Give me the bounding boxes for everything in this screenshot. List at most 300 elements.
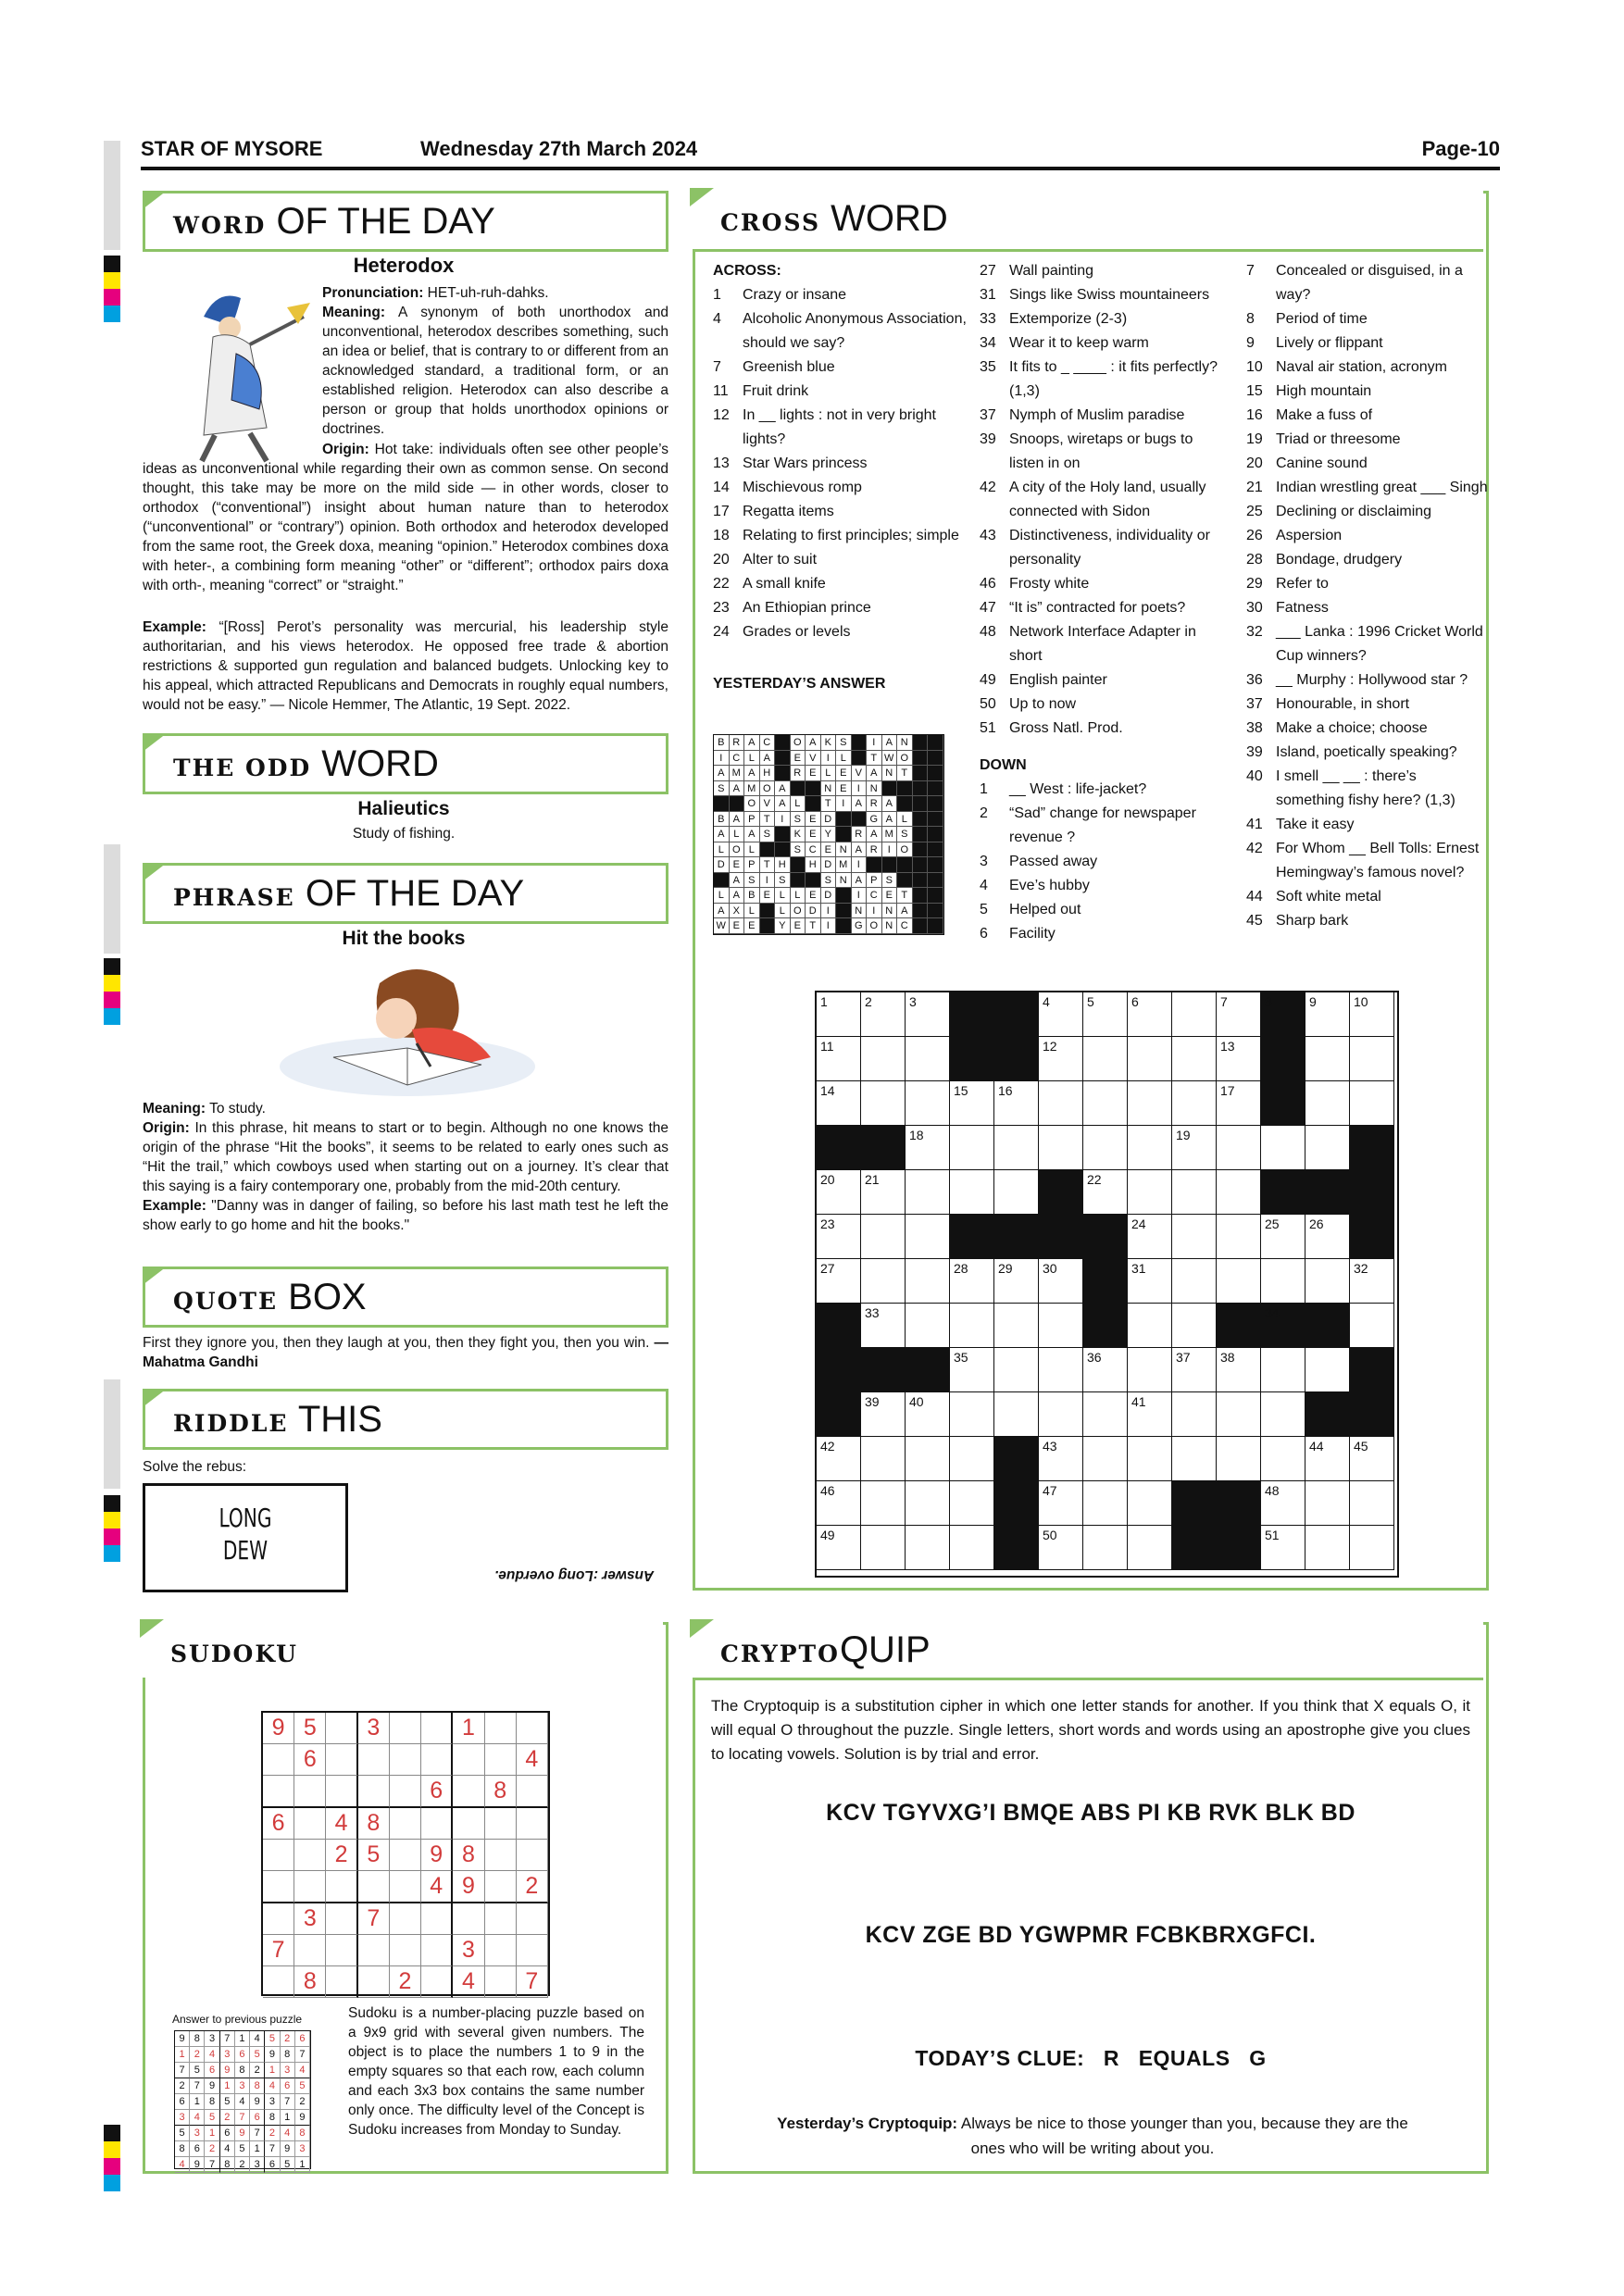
answer-cell [913, 812, 929, 828]
crossword-cell[interactable]: 18 [906, 1126, 950, 1170]
crossword-cell[interactable]: 26 [1305, 1215, 1350, 1259]
crossword-cell[interactable] [1261, 1437, 1305, 1481]
answer-cell [928, 781, 943, 797]
sudoku-cell: 5 [294, 1713, 326, 1744]
sudoku-cell[interactable] [326, 1744, 357, 1776]
crossword-cell[interactable]: 23 [817, 1215, 861, 1259]
answer-cell: D [821, 888, 837, 904]
crossword-clue: 16 Make a fuss of [1246, 407, 1373, 423]
sudoku-answer-cell: 2 [295, 2094, 310, 2110]
crossword-cell[interactable] [1083, 1437, 1128, 1481]
crossword-cell[interactable]: 19 [1172, 1126, 1217, 1170]
crossword-cell[interactable] [906, 1437, 950, 1481]
sudoku-cell: 2 [326, 1840, 357, 1871]
phrase-of-day-term: Hit the books [342, 928, 466, 949]
crossword-cell[interactable] [950, 1170, 994, 1215]
answer-cell [897, 873, 913, 889]
sudoku-cell[interactable] [263, 1966, 294, 1998]
crossword-cell[interactable] [906, 1037, 950, 1081]
crossword-cell[interactable] [950, 1392, 994, 1437]
crossword-cell[interactable] [1172, 1170, 1217, 1215]
crossword-clue: 48 Network Interface Adapter in short [980, 624, 1196, 664]
sudoku-answer-cell: 4 [175, 2157, 190, 2173]
crossword-cell[interactable]: 14 [817, 1081, 861, 1126]
answer-cell: A [730, 873, 745, 889]
crossword-cell[interactable] [1261, 1259, 1305, 1304]
crossword-cell[interactable] [1172, 1081, 1217, 1126]
sudoku-cell[interactable] [294, 1808, 326, 1840]
crossword-cell: 8 [1261, 992, 1305, 1037]
crossword-cell[interactable]: 25 [1261, 1215, 1305, 1259]
crossword-cell[interactable]: 43 [1039, 1437, 1083, 1481]
answer-cell: E [730, 918, 745, 934]
crossword-cell[interactable] [861, 1437, 906, 1481]
answer-cell: L [744, 904, 760, 919]
crossword-cell [1217, 1526, 1261, 1570]
odd-word-term: Halieutics [357, 798, 450, 819]
sudoku-cell[interactable] [453, 1744, 484, 1776]
crossword-cell[interactable] [861, 1215, 906, 1259]
crossword-cell[interactable]: 2 [861, 992, 906, 1037]
crossword-cell[interactable] [950, 1481, 994, 1526]
crossword-cell [994, 1481, 1039, 1526]
answer-cell: I [867, 904, 882, 919]
crossword-cell[interactable]: 24 [1128, 1215, 1172, 1259]
crossword-cell[interactable] [906, 1081, 950, 1126]
sudoku-cell[interactable] [326, 1935, 357, 1966]
crossword-clue: 22 A small knife [713, 576, 826, 592]
crossword-cell[interactable]: 41 [1128, 1392, 1172, 1437]
crossword-cell[interactable] [1083, 1037, 1128, 1081]
registration-marks [104, 2125, 120, 2191]
answer-cell [791, 857, 806, 873]
crossword-cell[interactable]: 51 [1261, 1526, 1305, 1570]
sudoku-cell[interactable] [358, 1935, 390, 1966]
answer-cell [913, 796, 929, 812]
crossword-cell[interactable] [906, 1304, 950, 1348]
crossword-cell[interactable] [1083, 1481, 1128, 1526]
riddle-answer: Answer :Long overdue. [494, 1567, 655, 1583]
sudoku-cell[interactable] [421, 1935, 453, 1966]
crossword-cell[interactable] [1261, 1348, 1305, 1392]
sudoku-cell[interactable] [263, 1903, 294, 1935]
crossword-cell[interactable] [1172, 1037, 1217, 1081]
sudoku-cell[interactable] [485, 1808, 517, 1840]
sudoku-cell[interactable] [263, 1744, 294, 1776]
sudoku-cell[interactable] [421, 1808, 453, 1840]
crossword-cell [1083, 1304, 1128, 1348]
answer-cell: S [791, 842, 806, 858]
crossword-clue: 5 Helped out [980, 902, 1081, 917]
crossword-cell[interactable] [1350, 1481, 1394, 1526]
crossword-cell[interactable]: 4 [1039, 992, 1083, 1037]
crossword-cell[interactable] [1172, 1259, 1217, 1304]
sudoku-cell[interactable] [453, 1903, 484, 1935]
answer-cell: H [760, 766, 776, 781]
answer-cell [913, 751, 929, 767]
answer-cell: P [744, 812, 760, 828]
crossword-cell[interactable]: 9 [1305, 992, 1350, 1037]
sudoku-cell[interactable] [390, 1871, 421, 1903]
answer-cell [836, 812, 852, 828]
sudoku-grid[interactable] [261, 1711, 550, 1996]
crossword-cell[interactable]: 46 [817, 1481, 861, 1526]
sudoku-cell[interactable] [390, 1713, 421, 1744]
crossword-clue: 19 Triad or threesome [1246, 431, 1401, 447]
crossword-cell[interactable] [1261, 1392, 1305, 1437]
sudoku-cell[interactable] [326, 1776, 357, 1808]
crossword-cell[interactable]: 29 [994, 1259, 1039, 1304]
answer-cell: S [760, 827, 776, 842]
crossword-cell[interactable] [1172, 1437, 1217, 1481]
crossword-cell[interactable] [1083, 1081, 1128, 1126]
sudoku-cell[interactable] [453, 1808, 484, 1840]
sudoku-cell[interactable] [485, 1713, 517, 1744]
crossword-cell[interactable]: 5 [1083, 992, 1128, 1037]
answer-cell: O [897, 842, 913, 858]
crossword-cell[interactable]: 35 [950, 1348, 994, 1392]
crossword-cell[interactable] [861, 1259, 906, 1304]
sudoku-cell[interactable] [517, 1903, 548, 1935]
sudoku-cell[interactable] [517, 1840, 548, 1871]
crossword-cell [950, 1037, 994, 1081]
crossword-cell[interactable] [1305, 1081, 1350, 1126]
answer-cell: A [730, 812, 745, 828]
sudoku-cell[interactable] [294, 1871, 326, 1903]
crossword-cell [1350, 1170, 1394, 1215]
crossword-cell[interactable] [1217, 1215, 1261, 1259]
answer-cell [775, 842, 791, 858]
crossword-cell[interactable]: 20 [817, 1170, 861, 1215]
crossword-cell[interactable] [1172, 1304, 1217, 1348]
crossword-clue: 4 Eve’s hubby [980, 878, 1090, 893]
crossword-cell[interactable] [906, 1215, 950, 1259]
answer-cell [806, 873, 821, 889]
answer-cell [760, 904, 776, 919]
sudoku-answer-cell: 1 [205, 2126, 219, 2141]
crossword-cell[interactable] [1261, 1126, 1305, 1170]
crossword-cell [1261, 1170, 1305, 1215]
sudoku-cell[interactable] [421, 1713, 453, 1744]
answer-cell [913, 857, 929, 873]
sudoku-cell[interactable] [326, 1871, 357, 1903]
sudoku-cell[interactable] [390, 1903, 421, 1935]
crossword-clue: 39 Snoops, wiretaps or bugs to listen in on [980, 431, 1193, 471]
crossword-cell[interactable] [1350, 1037, 1394, 1081]
sudoku-answer-cell: 7 [220, 2031, 235, 2047]
crossword-cell[interactable] [1039, 1392, 1083, 1437]
answer-cell: W [714, 918, 730, 934]
answer-cell: G [852, 918, 868, 934]
crossword-cell[interactable] [1128, 1526, 1172, 1570]
crossword-cell[interactable]: 22 [1083, 1170, 1128, 1215]
crossword-cell[interactable] [950, 1526, 994, 1570]
sudoku-cell[interactable] [517, 1935, 548, 1966]
crossword-cell[interactable]: 13 [1217, 1037, 1261, 1081]
crossword-cell[interactable] [906, 1526, 950, 1570]
crossword-cell[interactable]: 7 [1217, 992, 1261, 1037]
crossword-cell[interactable] [861, 1481, 906, 1526]
sudoku-cell[interactable] [390, 1776, 421, 1808]
sudoku-cell[interactable] [390, 1840, 421, 1871]
sudoku-cell[interactable] [326, 1966, 357, 1998]
sudoku-cell[interactable] [421, 1744, 453, 1776]
crossword-cell[interactable]: 6 [1128, 992, 1172, 1037]
crossword-cell[interactable] [1128, 1437, 1172, 1481]
answer-cell [913, 735, 929, 751]
crossword-clue: 20 Canine sound [1246, 455, 1368, 471]
sudoku-answer-cell: 1 [295, 2157, 310, 2173]
crossword-cell[interactable]: 12 [1039, 1037, 1083, 1081]
answer-cell: O [867, 918, 882, 934]
sudoku-cell: 9 [453, 1871, 484, 1903]
crossword-cell[interactable]: 36 [1083, 1348, 1128, 1392]
crossword-cell[interactable] [1128, 1170, 1172, 1215]
sudoku-answer-cell: 9 [190, 2157, 205, 2173]
answer-cell [775, 766, 791, 781]
sudoku-answer-cell: 8 [281, 2047, 295, 2063]
sudoku-cell[interactable] [326, 1903, 357, 1935]
crossword-cell[interactable] [994, 1170, 1039, 1215]
answer-cell: E [806, 766, 821, 781]
crossword-clue: 21 Indian wrestling great ___ Singh [1246, 480, 1488, 495]
crossword-cell[interactable] [1350, 1526, 1394, 1570]
answer-cell [852, 751, 868, 767]
sudoku-cell[interactable] [390, 1744, 421, 1776]
crossword-cell[interactable]: 47 [1039, 1481, 1083, 1526]
crossword-cell[interactable] [1350, 1081, 1394, 1126]
crossword-cell[interactable] [1305, 1526, 1350, 1570]
registration-bar [104, 844, 120, 954]
registration-marks [104, 1495, 120, 1562]
sudoku-cell[interactable] [517, 1776, 548, 1808]
answer-cell: H [775, 857, 791, 873]
sudoku-cell[interactable] [263, 1840, 294, 1871]
crossword-cell[interactable] [1217, 1437, 1261, 1481]
word-of-day-term: Heterodox [353, 254, 455, 277]
sudoku-answer-cell: 8 [235, 2063, 250, 2078]
sudoku-cell[interactable] [390, 1808, 421, 1840]
crossword-clue: 30 Fatness [1246, 600, 1329, 616]
sudoku-cell[interactable] [358, 1776, 390, 1808]
crossword-cell[interactable] [906, 1170, 950, 1215]
sudoku-cell[interactable] [517, 1713, 548, 1744]
crossword-cell [950, 1215, 994, 1259]
answer-cell [928, 857, 943, 873]
cryptoquip-clue: TODAY’S CLUE: R EQUALS G [915, 2046, 1267, 2070]
crossword-cell[interactable]: 28 [950, 1259, 994, 1304]
answer-cell: E [791, 918, 806, 934]
answer-cell: I [821, 918, 837, 934]
answer-cell: C [867, 888, 882, 904]
crossword-cell [1305, 1304, 1350, 1348]
sudoku-cell[interactable] [263, 1776, 294, 1808]
crossword-cell[interactable] [1217, 1392, 1261, 1437]
answer-cell: Y [775, 918, 791, 934]
crossword-cell[interactable]: 38 [1217, 1348, 1261, 1392]
sudoku-cell[interactable] [421, 1966, 453, 1998]
crossword-cell[interactable]: 17 [1217, 1081, 1261, 1126]
crossword-cell[interactable] [861, 1037, 906, 1081]
crossword-cell[interactable] [950, 1437, 994, 1481]
sudoku-cell[interactable] [517, 1808, 548, 1840]
answer-cell: T [760, 857, 776, 873]
crossword-clue: 14 Mischievous romp [713, 480, 862, 495]
crossword-cell[interactable]: 32 [1350, 1259, 1394, 1304]
sudoku-answer-cell: 5 [190, 2063, 205, 2078]
crossword-cell[interactable]: 50 [1039, 1526, 1083, 1570]
crossword-cell[interactable] [1128, 1081, 1172, 1126]
crossword-cell[interactable]: 30 [1039, 1259, 1083, 1304]
answer-cell: K [791, 827, 806, 842]
sudoku-cell[interactable] [485, 1840, 517, 1871]
crossword-cell[interactable]: 3 [906, 992, 950, 1037]
crossword-cell [994, 1215, 1039, 1259]
crossword-clue: 26 Aspersion [1246, 528, 1343, 543]
crossword-cell[interactable] [861, 1526, 906, 1570]
crossword-cell[interactable] [906, 1259, 950, 1304]
sudoku-answer-cell: 9 [250, 2094, 265, 2110]
crossword-clue: 23 An Ethiopian prince [713, 600, 871, 616]
crossword-cell[interactable] [994, 1304, 1039, 1348]
crossword-cell[interactable]: 21 [861, 1170, 906, 1215]
answer-cell [806, 781, 821, 797]
riddle-title: RIDDLE THIS [143, 1389, 668, 1450]
crossword-cell [1039, 1170, 1083, 1215]
sudoku-cell: 8 [485, 1776, 517, 1808]
crossword-cell[interactable] [1039, 1304, 1083, 1348]
crossword-cell[interactable] [1128, 1126, 1172, 1170]
sudoku-cell[interactable] [358, 1871, 390, 1903]
crossword-cell[interactable] [1217, 1259, 1261, 1304]
sudoku-answer-cell: 6 [220, 2126, 235, 2141]
crossword-cell[interactable] [1172, 1215, 1217, 1259]
answer-cell: A [806, 735, 821, 751]
crossword-cell[interactable] [906, 1481, 950, 1526]
sudoku-cell[interactable] [453, 1776, 484, 1808]
crossword-cell[interactable]: 16 [994, 1081, 1039, 1126]
crossword-cell[interactable] [994, 1348, 1039, 1392]
crossword-cell [994, 1437, 1039, 1481]
crossword-cell[interactable] [1128, 1481, 1172, 1526]
crossword-cell[interactable] [1083, 1392, 1128, 1437]
crossword-cell[interactable] [1350, 1304, 1394, 1348]
answer-cell: D [806, 904, 821, 919]
odd-word-title: THE ODD WORD [143, 733, 668, 794]
sudoku-cell[interactable] [485, 1744, 517, 1776]
crossword-cell[interactable] [1305, 1126, 1350, 1170]
crossword-cell [1350, 1215, 1394, 1259]
crossword-cell[interactable] [1172, 992, 1217, 1037]
sudoku-cell[interactable] [294, 1935, 326, 1966]
crossword-cell[interactable]: 31 [1128, 1259, 1172, 1304]
crossword-cell[interactable] [1217, 1170, 1261, 1215]
crossword-cell[interactable] [861, 1081, 906, 1126]
sudoku-cell[interactable] [485, 1966, 517, 1998]
crossword-cell[interactable]: 39 [861, 1392, 906, 1437]
crossword-cell[interactable]: 1 [817, 992, 861, 1037]
crossword-cell[interactable] [1172, 1392, 1217, 1437]
sudoku-cell[interactable] [294, 1840, 326, 1871]
sudoku-cell[interactable] [485, 1935, 517, 1966]
sudoku-answer-cell: 4 [220, 2141, 235, 2157]
crossword-cell[interactable] [1128, 1037, 1172, 1081]
crossword-cell[interactable] [1039, 1348, 1083, 1392]
sudoku-cell[interactable] [358, 1744, 390, 1776]
crossword-cell [1083, 1215, 1128, 1259]
crossword-cell[interactable]: 11 [817, 1037, 861, 1081]
answer-cell: L [836, 751, 852, 767]
sudoku-cell[interactable] [358, 1966, 390, 1998]
crossword-cell[interactable] [1305, 1037, 1350, 1081]
crossword-cell[interactable] [1083, 1526, 1128, 1570]
answer-cell: N [897, 735, 913, 751]
sudoku-cell[interactable] [485, 1871, 517, 1903]
crossword-cell[interactable]: 15 [950, 1081, 994, 1126]
answer-cell: O [730, 842, 745, 858]
crossword-cell[interactable]: 42 [817, 1437, 861, 1481]
crossword-cell[interactable] [1039, 1081, 1083, 1126]
crossword-cell[interactable]: 40 [906, 1392, 950, 1437]
magician-illustration [148, 280, 315, 465]
crossword-cell [994, 1037, 1039, 1081]
crossword-clue: 10 Naval air station, acronym [1246, 359, 1447, 375]
crossword-cell[interactable]: 49 [817, 1526, 861, 1570]
sudoku-answer-cell: 1 [265, 2063, 280, 2078]
sudoku-cell[interactable] [390, 1935, 421, 1966]
sudoku-cell: 9 [421, 1840, 453, 1871]
crossword-grid[interactable] [815, 991, 1399, 1578]
sudoku-cell: 8 [294, 1966, 326, 1998]
sudoku-answer-cell: 2 [281, 2031, 295, 2047]
crossword-cell[interactable] [1305, 1348, 1350, 1392]
answer-cell: L [714, 888, 730, 904]
sudoku-cell[interactable] [294, 1776, 326, 1808]
answer-cell: R [791, 766, 806, 781]
sudoku-cell[interactable] [326, 1713, 357, 1744]
crossword-cell[interactable] [1305, 1259, 1350, 1304]
sudoku-answer-cell: 4 [190, 2110, 205, 2126]
crossword-cell[interactable] [1217, 1126, 1261, 1170]
crossword-cell[interactable] [994, 1392, 1039, 1437]
crossword-cell[interactable] [1039, 1126, 1083, 1170]
answer-cell: E [744, 918, 760, 934]
crossword-cell[interactable] [950, 1126, 994, 1170]
crossword-cell[interactable]: 37 [1172, 1348, 1217, 1392]
crossword-cell[interactable] [1128, 1348, 1172, 1392]
crossword-cell[interactable]: 27 [817, 1259, 861, 1304]
answer-cell: E [821, 842, 837, 858]
crossword-cell[interactable]: 33 [861, 1304, 906, 1348]
sudoku-cell[interactable] [263, 1871, 294, 1903]
crossword-cell[interactable] [994, 1126, 1039, 1170]
cryptoquip-line-1: KCV TGYVXG’I BMQE ABS PI KB RVK BLK BD [826, 1800, 1355, 1826]
crossword-cell[interactable] [1305, 1481, 1350, 1526]
crossword-clue: 40 I smell __ __ : there’s something fishy here? (1,3) [1246, 768, 1455, 808]
crossword-clue: 1 __ West : life-jacket? [980, 781, 1147, 797]
crossword-cell[interactable]: 45 [1350, 1437, 1394, 1481]
crossword-cell[interactable] [1083, 1126, 1128, 1170]
sudoku-cell: 7 [358, 1903, 390, 1935]
crossword-cell[interactable] [950, 1304, 994, 1348]
answer-cell: B [714, 735, 730, 751]
crossword-cell[interactable]: 10 [1350, 992, 1394, 1037]
crossword-cell[interactable] [1128, 1304, 1172, 1348]
sudoku-cell[interactable] [421, 1903, 453, 1935]
crossword-cell[interactable]: 48 [1261, 1481, 1305, 1526]
crossword-cell[interactable]: 44 [1305, 1437, 1350, 1481]
sudoku-cell[interactable] [485, 1903, 517, 1935]
